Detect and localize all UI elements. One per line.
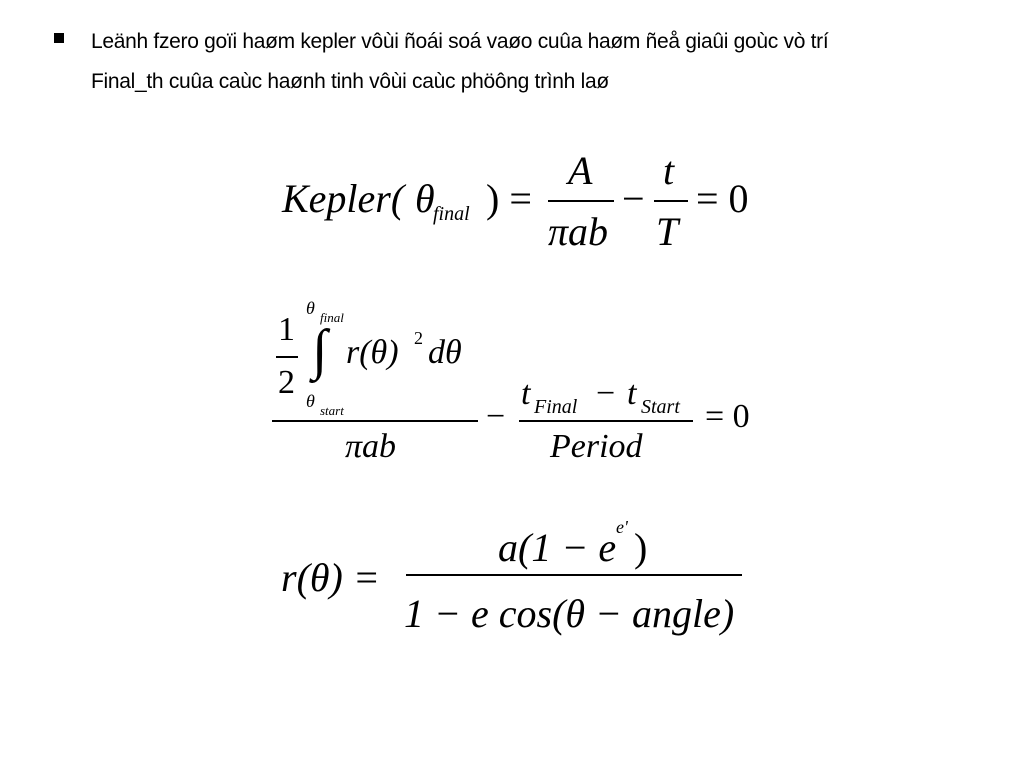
eq2-upper-sub: final <box>320 310 344 325</box>
eq2-half-den: 2 <box>278 364 295 401</box>
bullet-text-line1: Leänh fzero goïi haøm kepler vôùi ñoái soá vaøo cuûa haøm ñeå giaûi goùc vò trí <box>91 30 829 53</box>
eq1-minus: − <box>622 176 645 221</box>
eq2-integral: ∫ <box>312 319 328 381</box>
eq2-power: 2 <box>414 328 423 348</box>
eq2-main-bar-right <box>519 420 693 422</box>
eq1-num2: t <box>663 148 675 193</box>
eq2-integrand: r(θ) <box>346 334 399 371</box>
eq1-sub: final <box>433 203 470 225</box>
eq3-num-sup: e' <box>616 517 628 537</box>
eq3-num-close: ) <box>634 525 648 570</box>
eq2-t2: t <box>627 375 637 412</box>
eq2-t1: t <box>521 375 531 412</box>
bullet-text <box>91 22 971 102</box>
eq2-minus: − <box>486 398 506 435</box>
eq2-den-left: πab <box>345 428 397 465</box>
eq1-den1: πab <box>548 209 609 254</box>
eq2-den-right: Period <box>550 428 643 465</box>
eq1-lhs: Kepler( <box>282 176 405 221</box>
eq2-main-bar-left <box>272 420 478 422</box>
eq1-fraction-bar1 <box>548 200 614 202</box>
eq1-den2: T <box>656 209 679 254</box>
eq2-rhs: = 0 <box>705 398 750 435</box>
eq1-fraction-bar2 <box>654 200 688 202</box>
eq1-close: ) = <box>486 176 532 221</box>
eq2-t2-sub: Start <box>641 396 680 418</box>
eq3-num: a(1 − e <box>498 525 617 570</box>
eq1-theta: θ <box>415 176 435 221</box>
eq3-den: 1 − e cos(θ − angle) <box>404 591 735 636</box>
eq3-lhs: r(θ) = <box>281 555 380 600</box>
square-bullet-icon <box>54 33 64 43</box>
eq1-num1: A <box>568 148 593 193</box>
eq2-minus2: − <box>596 375 616 412</box>
eq3-fraction-bar <box>406 574 742 576</box>
eq2-half-bar <box>276 356 298 358</box>
eq2-lower-theta: θ <box>306 391 315 411</box>
eq2-half-num: 1 <box>278 311 295 348</box>
eq2-upper-theta: θ <box>306 298 315 318</box>
eq2-lower-sub: start <box>320 403 344 418</box>
bullet-text-line2: Final_th cuûa caùc haønh tinh vôùi caùc phöông trình laø <box>91 70 609 93</box>
eq1-rhs: = 0 <box>696 176 749 221</box>
eq2-t1-sub: Final <box>534 396 578 418</box>
eq2-dtheta: dθ <box>428 334 462 371</box>
